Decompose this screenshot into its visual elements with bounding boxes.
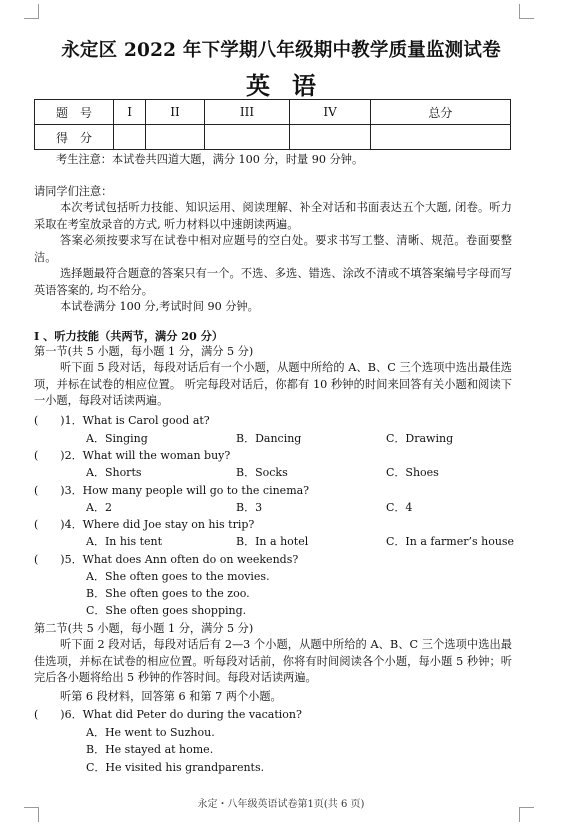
- question-text: Where did Joe stay on his trip?: [82, 518, 255, 531]
- option-b: B．3: [236, 501, 263, 514]
- part-heading: Ⅰ 、听力技能（共两节，满分 20 分）: [34, 329, 224, 343]
- question-text: What does Ann often do on weekends?: [82, 553, 299, 566]
- question-text: What will the woman buy?: [82, 449, 231, 462]
- crop-mark: [519, 4, 534, 19]
- question-number: 3．: [64, 484, 83, 497]
- answer-blank[interactable]: ( ): [34, 553, 65, 566]
- question-number: 4．: [64, 518, 83, 531]
- score-input-cell[interactable]: [370, 125, 510, 150]
- score-cell: I: [114, 100, 146, 125]
- option-c: C．4: [386, 501, 413, 514]
- page-footer: 永定・八年级英语试卷第1页(共 6 页): [197, 799, 365, 810]
- subject-title: 英语: [246, 71, 338, 100]
- instruction-paragraph: 答案必须按要求写在试卷中相对应题号的空白处。要求书写工整、清晰、规范。卷面要整洁。: [34, 234, 512, 264]
- question-text: What is Carol good at?: [82, 414, 210, 427]
- option-b: B．In a hotel: [236, 535, 309, 548]
- score-cell: III: [204, 100, 289, 125]
- option-a: A．He went to Suzhou.: [86, 726, 215, 739]
- answer-blank[interactable]: ( ): [34, 484, 65, 497]
- section-heading: 第二节(共 5 小题，每小题 1 分，满分 5 分): [34, 622, 254, 635]
- score-table-header-row: [35, 100, 511, 125]
- answer-blank[interactable]: ( ): [34, 414, 65, 427]
- option-b: B．He stayed at home.: [86, 743, 214, 756]
- exam-notice: 考生注意：本试卷共四道大题，满分 100 分，时量 90 分钟。: [56, 153, 364, 166]
- option-c: C．Shoes: [386, 466, 439, 479]
- score-cell: IV: [290, 100, 371, 125]
- question: [34, 413, 210, 429]
- question-text: How many people will go to the cinema?: [82, 484, 310, 497]
- answer-blank[interactable]: ( ): [34, 518, 65, 531]
- option-a: A．Shorts: [86, 466, 142, 479]
- question-number: 5．: [64, 553, 83, 566]
- score-cell: 题 号: [35, 100, 114, 125]
- score-cell: 总分: [370, 100, 510, 125]
- question-number: 6．: [64, 708, 83, 721]
- section-heading: 第一节(共 5 小题，每小题 1 分，满分 5 分): [34, 345, 254, 358]
- option-c: C．In a farmer’s house: [386, 535, 515, 548]
- option-b: B．Socks: [236, 466, 288, 479]
- question-number: 1．: [64, 414, 83, 427]
- option-a: A．2: [86, 501, 112, 514]
- score-input-cell[interactable]: [204, 125, 289, 150]
- section-description: 听下面 5 段对话，每段对话后有一个小题，从题中所给的 A、B、C 三个选项中选出最佳选项，并标在试卷的相应位置。 听完每段对话后，你都有 10 秒钟的时间来回答有关小题和阅读下一小题，每段对话读两遍。: [34, 361, 512, 408]
- instruction-paragraph: 选择题最符合题意的答案只有一个。不选、多选、错选、涂改不清或不填答案编号字母而写英语答案的, 均不给分。: [34, 267, 512, 297]
- option-a: A．She often goes to the movies.: [86, 570, 270, 583]
- option-c: C．Drawing: [386, 432, 454, 445]
- question-text: What did Peter do during the vacation?: [82, 708, 302, 721]
- score-input-cell[interactable]: [290, 125, 371, 150]
- score-cell: II: [146, 100, 205, 125]
- question: [34, 517, 254, 533]
- question-number: 2．: [64, 449, 83, 462]
- option-b: B．Dancing: [236, 432, 302, 445]
- score-input-cell[interactable]: [146, 125, 205, 150]
- option-b: B．She often goes to the zoo.: [86, 587, 250, 600]
- instruction-paragraph: 本试卷满分 100 分,考试时间 90 分钟。: [60, 300, 259, 313]
- score-table: [34, 99, 511, 150]
- option-c: C．She often goes shopping.: [86, 604, 247, 617]
- exam-title: 永定区 2022 年下学期八年级期中教学质量监测试卷: [61, 40, 501, 61]
- option-c: C．He visited his grandparents.: [86, 761, 265, 774]
- question: [34, 707, 302, 723]
- question: [34, 448, 230, 464]
- section-description: 听下面 2 段对话，每段对话后有 2—3 个小题，从题中所给的 A、B、C 三个选项中选出最佳选项，并标在试卷的相应位置。听每段对话前，你将有时间阅读各个小题，每小题 5 秒钟；听完后各小题将给出 5 秒钟的作答时间。每段对话读两遍。: [34, 638, 512, 685]
- instructions-heading: 请同学们注意：: [34, 185, 113, 198]
- option-a: A．In his tent: [86, 535, 163, 548]
- crop-mark: [24, 4, 39, 19]
- option-a: A．Singing: [86, 432, 148, 445]
- score-input-cell[interactable]: [114, 125, 146, 150]
- answer-blank[interactable]: ( ): [34, 449, 65, 462]
- answer-blank[interactable]: ( ): [34, 708, 65, 721]
- material-note: 听第 6 段材料，回答第 6 和第 7 两个小题。: [60, 690, 282, 703]
- score-cell: 得 分: [35, 125, 114, 150]
- question: [34, 483, 309, 499]
- question: [34, 552, 298, 568]
- score-table-score-row: [35, 125, 511, 150]
- instruction-paragraph: 本次考试包括听力技能、知识运用、阅读理解、补全对话和书面表达五个大题, 闭卷。听力采取在考室放录音的方式, 听力材料以中速朗读两遍。: [34, 201, 512, 231]
